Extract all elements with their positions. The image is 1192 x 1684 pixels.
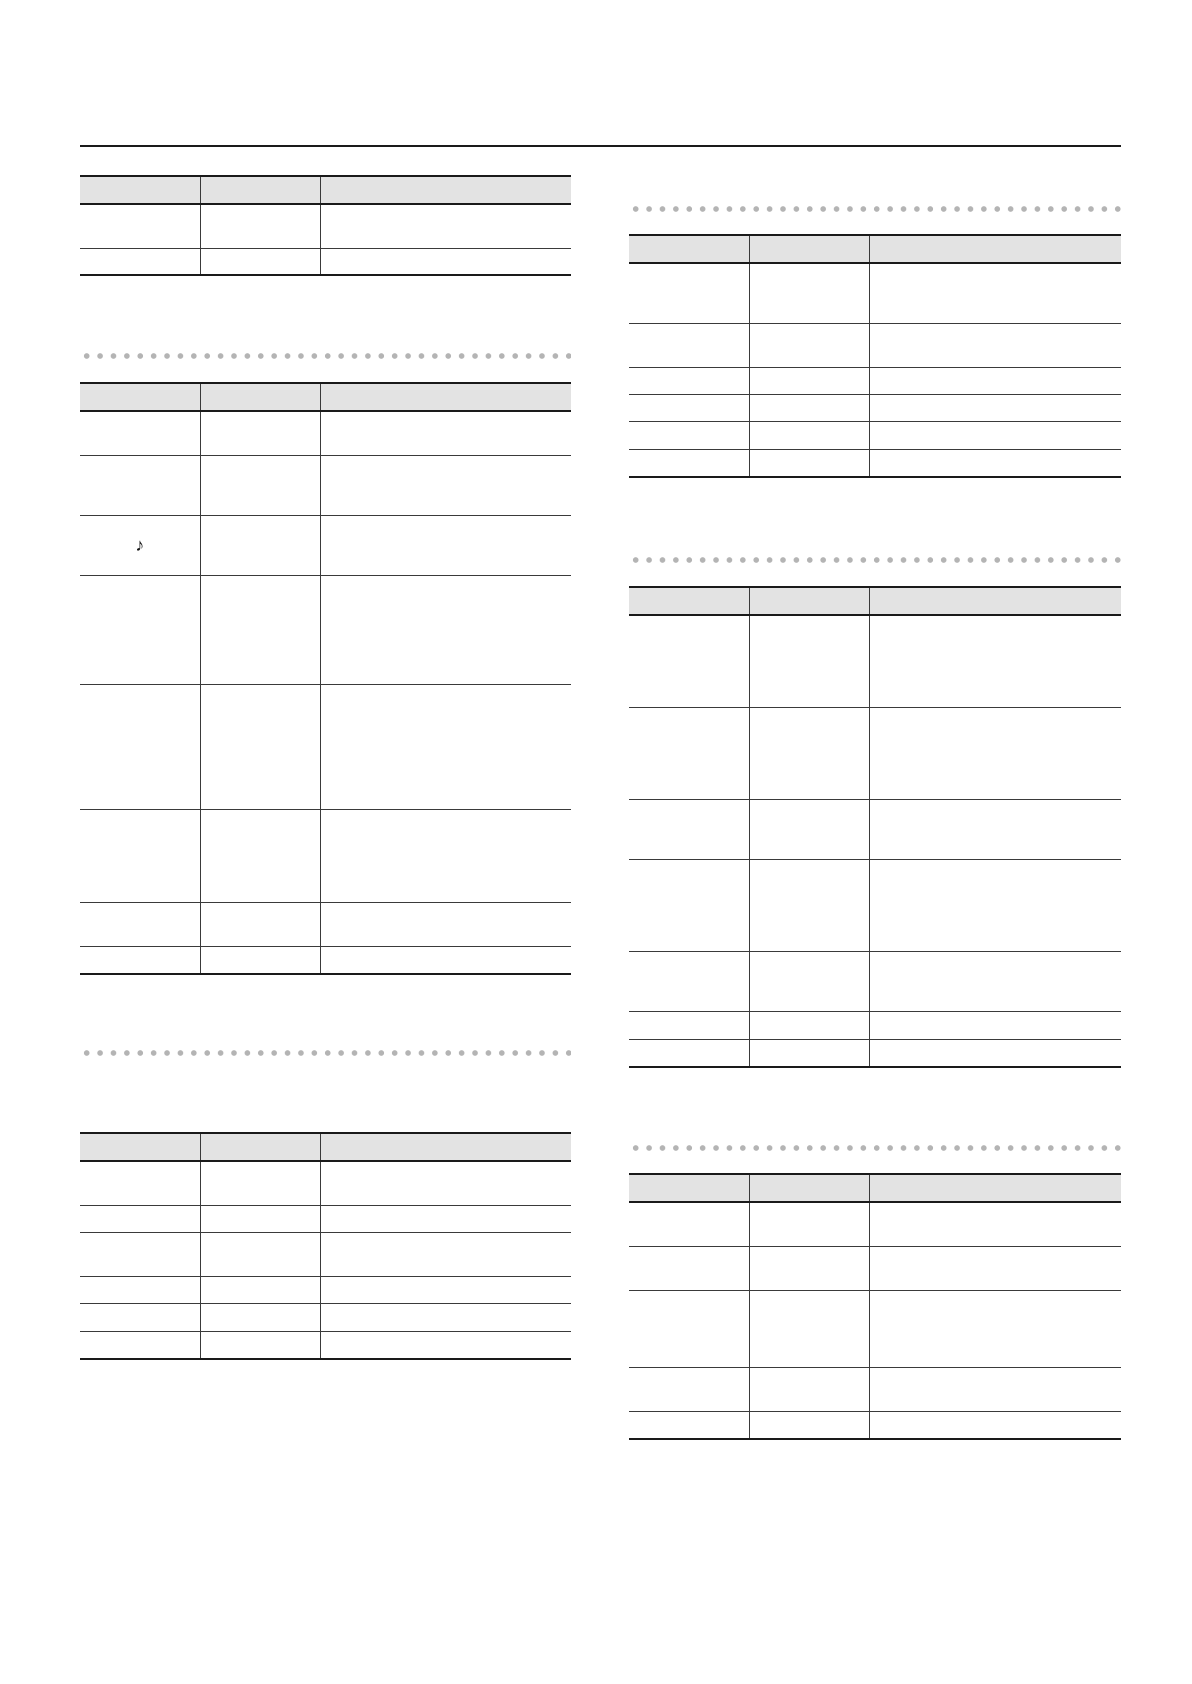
table-row <box>80 455 571 515</box>
column-header-parameter <box>80 176 200 204</box>
table-row <box>80 902 571 946</box>
column-header-value <box>200 383 320 411</box>
table-row <box>629 1011 1121 1039</box>
table-row <box>629 263 1121 323</box>
column-header-value <box>200 176 320 204</box>
column-header-parameter <box>80 383 200 411</box>
table-row <box>80 515 571 575</box>
column-header-description <box>320 1133 571 1161</box>
table-row <box>629 799 1121 859</box>
parameter-table-3 <box>80 1132 571 1360</box>
table-header-row <box>80 176 571 204</box>
section-dotted-divider <box>629 1144 1121 1152</box>
column-header-parameter <box>629 1174 749 1202</box>
table-row <box>80 1161 571 1205</box>
table-row <box>80 684 571 809</box>
table-header-row <box>629 235 1121 263</box>
table-row <box>629 421 1121 449</box>
table-row <box>629 367 1121 394</box>
section-dotted-divider <box>629 205 1121 213</box>
table-header-row <box>80 1133 571 1161</box>
column-header-parameter <box>629 235 749 263</box>
table-row <box>80 204 571 248</box>
table-row <box>80 946 571 974</box>
section-dotted-divider <box>80 1049 571 1057</box>
table-row <box>629 1411 1121 1439</box>
table-row <box>80 1232 571 1276</box>
table-row <box>629 1202 1121 1246</box>
table-row <box>629 615 1121 707</box>
eighth-note-symbol: ♪ <box>135 534 145 555</box>
column-header-parameter <box>629 587 749 615</box>
table-row <box>629 1367 1121 1411</box>
table-header-row <box>629 587 1121 615</box>
table-header-row <box>629 1174 1121 1202</box>
column-header-description <box>320 176 571 204</box>
parameter-table-4 <box>629 234 1121 478</box>
column-header-description <box>869 235 1121 263</box>
table-row <box>629 323 1121 367</box>
parameter-table-6 <box>629 1173 1121 1440</box>
table-row <box>629 707 1121 799</box>
table-row <box>629 449 1121 477</box>
table-row <box>629 859 1121 951</box>
column-header-value <box>749 235 869 263</box>
parameter-table-1 <box>80 175 571 276</box>
table-row <box>629 951 1121 1011</box>
table-row <box>629 1290 1121 1367</box>
parameter-table-5 <box>629 586 1121 1068</box>
table-row <box>80 809 571 902</box>
column-header-value <box>749 1174 869 1202</box>
table-row <box>80 1276 571 1303</box>
table-row <box>80 411 571 455</box>
column-header-value <box>749 587 869 615</box>
column-header-description <box>869 587 1121 615</box>
section-dotted-divider <box>80 352 571 360</box>
table-row <box>80 1205 571 1232</box>
table-row <box>629 1246 1121 1290</box>
parameter-table-2 <box>80 382 571 975</box>
table-row <box>80 1303 571 1331</box>
table-row <box>80 1331 571 1359</box>
column-header-value <box>200 1133 320 1161</box>
header-rule <box>80 145 1121 147</box>
table-header-row <box>80 383 571 411</box>
table-row <box>80 575 571 684</box>
table-row <box>629 394 1121 421</box>
section-dotted-divider <box>629 556 1121 564</box>
column-header-parameter <box>80 1133 200 1161</box>
table-row <box>629 1039 1121 1067</box>
column-header-description <box>869 1174 1121 1202</box>
table-row <box>80 248 571 275</box>
column-header-description <box>320 383 571 411</box>
